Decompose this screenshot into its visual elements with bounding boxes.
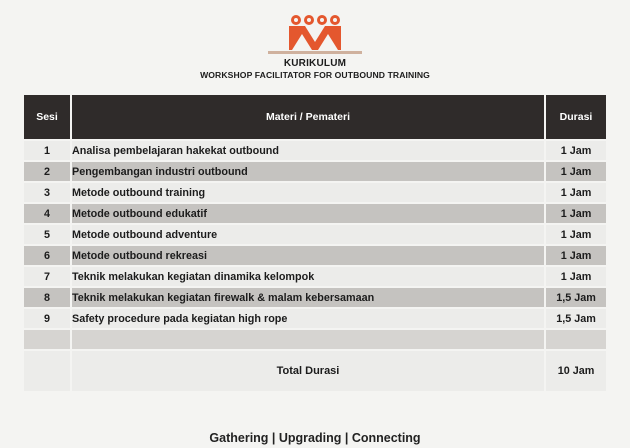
cell-sesi: 8 bbox=[23, 287, 71, 308]
page-title: KURIKULUM bbox=[283, 58, 347, 69]
total-label: Total Durasi bbox=[71, 350, 545, 392]
curriculum-table bbox=[22, 93, 608, 393]
cell-sesi: 1 bbox=[23, 140, 71, 161]
total-value: 10 Jam bbox=[545, 350, 607, 392]
cell-sesi: 5 bbox=[23, 224, 71, 245]
cell-durasi: 1 Jam bbox=[545, 161, 607, 182]
cell-materi: Teknik melakukan kegiatan firewalk & malam kebersamaan bbox=[71, 287, 545, 308]
table-total-row bbox=[23, 350, 607, 392]
cell-sesi: 7 bbox=[23, 266, 71, 287]
table-row bbox=[23, 182, 607, 203]
cell-durasi: 1 Jam bbox=[545, 245, 607, 266]
total-empty-cell bbox=[23, 350, 71, 392]
cell-materi: Metode outbound edukatif bbox=[71, 203, 545, 224]
cell-durasi: 1 Jam bbox=[545, 266, 607, 287]
cell-durasi: 1 Jam bbox=[545, 140, 607, 161]
logo-caption bbox=[268, 51, 362, 54]
cell-durasi: 1 Jam bbox=[545, 203, 607, 224]
cell-sesi: 2 bbox=[23, 161, 71, 182]
cell-materi: Safety procedure pada kegiatan high rope bbox=[71, 308, 545, 329]
cell-durasi: 1 Jam bbox=[545, 224, 607, 245]
header-materi: Materi / Pemateri bbox=[71, 94, 545, 140]
blank-cell bbox=[545, 329, 607, 350]
cell-durasi: 1 Jam bbox=[545, 182, 607, 203]
cell-materi: Metode outbound training bbox=[71, 182, 545, 203]
table-row bbox=[23, 203, 607, 224]
header-durasi: Durasi bbox=[545, 94, 607, 140]
header-sesi: Sesi bbox=[23, 94, 71, 140]
page-subtitle: WORKSHOP FACILITATOR FOR OUTBOUND TRAINING bbox=[200, 70, 430, 80]
cell-materi: Analisa pembelajaran hakekat outbound bbox=[71, 140, 545, 161]
table-header-row bbox=[23, 94, 607, 140]
cell-materi: Pengembangan industri outbound bbox=[71, 161, 545, 182]
footer-tagline: Gathering | Upgrading | Connecting bbox=[209, 431, 421, 445]
cell-durasi: 1,5 Jam bbox=[545, 287, 607, 308]
blank-cell bbox=[71, 329, 545, 350]
cell-durasi: 1,5 Jam bbox=[545, 308, 607, 329]
cell-sesi: 6 bbox=[23, 245, 71, 266]
table-row bbox=[23, 287, 607, 308]
cell-sesi: 3 bbox=[23, 182, 71, 203]
cell-materi: Metode outbound adventure bbox=[71, 224, 545, 245]
table-row bbox=[23, 140, 607, 161]
cell-materi: Teknik melakukan kegiatan dinamika kelompok bbox=[71, 266, 545, 287]
table-row bbox=[23, 161, 607, 182]
table-row bbox=[23, 245, 607, 266]
cell-sesi: 4 bbox=[23, 203, 71, 224]
blank-cell bbox=[23, 329, 71, 350]
cell-sesi: 9 bbox=[23, 308, 71, 329]
table-row bbox=[23, 224, 607, 245]
cell-materi: Metode outbound rekreasi bbox=[71, 245, 545, 266]
table-row bbox=[23, 266, 607, 287]
table-blank-row bbox=[23, 329, 607, 350]
table-row bbox=[23, 308, 607, 329]
